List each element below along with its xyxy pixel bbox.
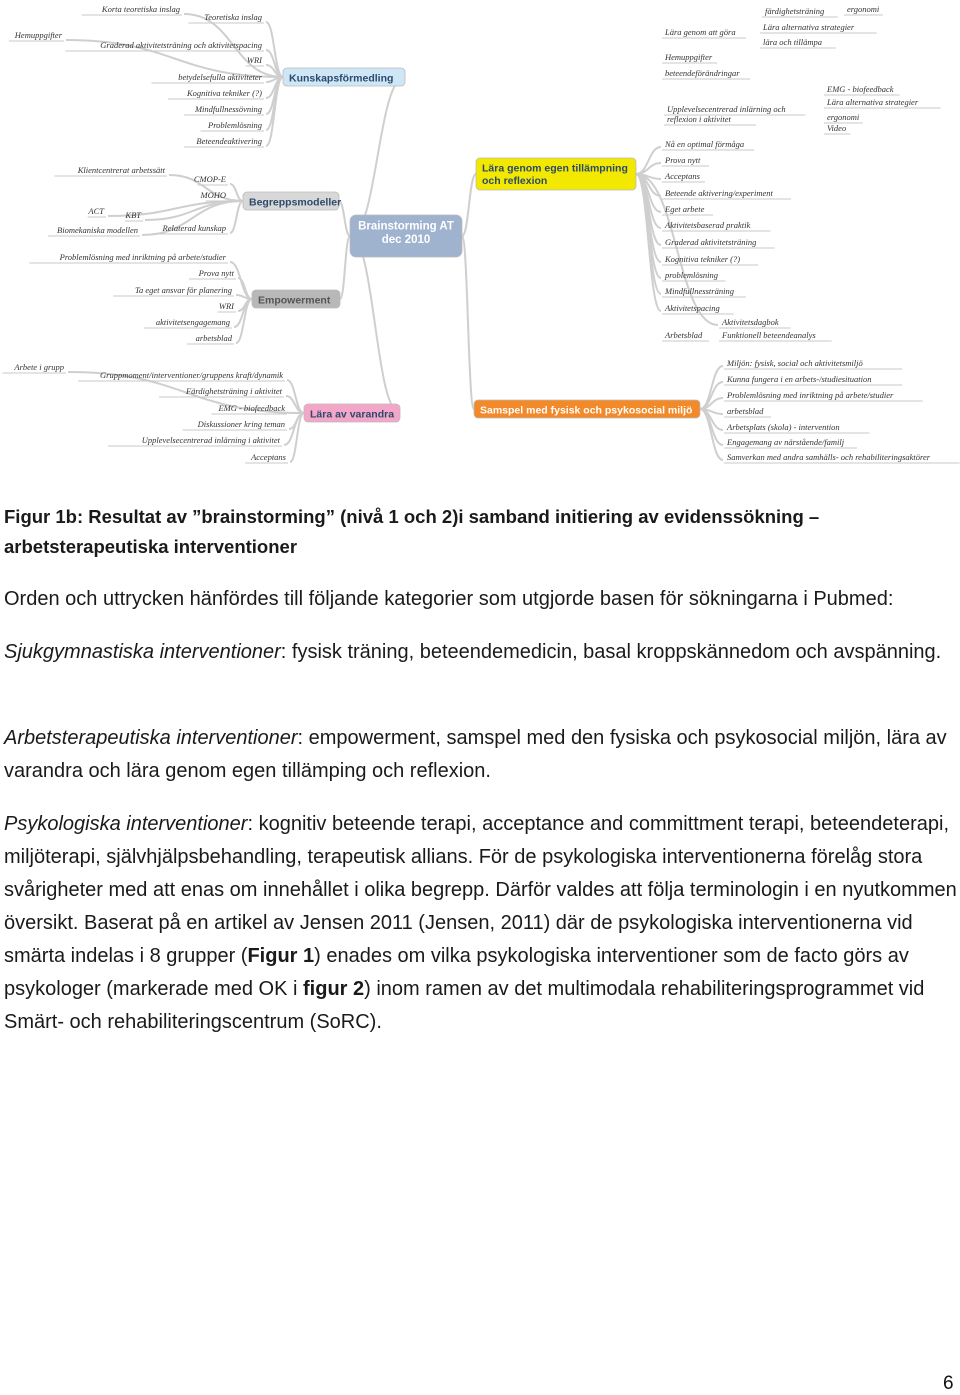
mindmap-leaf: Ta eget ansvar för planering xyxy=(135,285,232,295)
branch-larav xyxy=(304,404,400,422)
page-number: 6 xyxy=(943,1373,954,1394)
mindmap-leaf: Prova nytt xyxy=(198,268,234,278)
mindmap-node-label: Empowerment xyxy=(258,294,331,307)
mindmap-leaf: Hemuppgifter xyxy=(665,52,713,62)
mindmap-center xyxy=(350,215,462,257)
text-psych-a: : kognitiv beteende terapi, acceptance and committment terapi, beteendeterapi, miljöterapi, självhjälpsbehandling, terapeutisk allians. För de psykologiska interventionerna förelåg stora svårigheter med att enas om innehållet i olika begrepp. Därför valdes att följa terminologin i en nyutkommen översikt. Baserat på en artikel av Jensen 2011 (Jensen, 2011) där de psykologiska interventionerna vid smärta indelas i 8 grupper ( xyxy=(4,813,957,967)
mindmap-link xyxy=(462,236,474,409)
mindmap-leaf: Aktivitetspacing xyxy=(665,303,720,313)
mindmap-leaf: ergonomi xyxy=(827,112,860,122)
text-psych-c: ) inom ramen av det multimodala rehabiliteringsprogrammet vid Smärt- och rehabiliteringscentrum (SoRC). xyxy=(4,978,925,1033)
mindmap-leaf: arbetsblad xyxy=(195,333,232,343)
mindmap-leaf: Aktivitetsdagbok xyxy=(722,317,779,327)
mindmap-node-label: Kunskapsförmedling xyxy=(289,72,394,85)
mindmap-node-label: Brainstorming AT xyxy=(358,220,454,233)
mindmap-figure xyxy=(0,0,960,470)
figure-caption: Figur 1b: Resultat av ”brainstorming” (nivå 1 och 2)i samband initiering av evidenssökning – arbetsterapeutiska interventioner xyxy=(4,506,820,557)
mindmap-leaf: Eget arbete xyxy=(665,204,705,214)
mindmap-leaf: reflexion i aktivitet xyxy=(667,114,731,124)
paragraph-ot xyxy=(4,722,958,788)
mindmap-leaf: Klientcentrerat arbetssätt xyxy=(77,165,165,175)
mindmap-leaf: Miljön: fysisk, social och aktivitetsmiljö xyxy=(727,358,863,368)
mindmap-leaf: Relaterad kunskap xyxy=(162,223,226,233)
mindmap-leaf: Problemlösning xyxy=(208,120,262,130)
mindmap-leaf: Biomekaniska modellen xyxy=(57,225,138,235)
ref-figur-1: Figur 1 xyxy=(247,945,315,967)
mindmap-leaf: Kunna fungera i en arbets-/studiesituation xyxy=(727,374,872,384)
mindmap-leaf: aktivitetsengagemang xyxy=(155,317,230,327)
mindmap-leaf: Funktionell beteendeanalys xyxy=(722,330,816,340)
mindmap-svg xyxy=(0,0,960,470)
mindmap-leaf: Samverkan med andra samhälls- och rehabiliteringsaktörer xyxy=(727,452,931,462)
mindmap-leaf: Gruppmoment/interventioner/gruppens kraft/dynamik xyxy=(100,370,283,380)
mindmap-leaf: betydelsefulla aktiviteter xyxy=(178,72,262,82)
mindmap-leaf: Arbetsblad xyxy=(665,330,703,340)
mindmap-leaf: KBT xyxy=(125,210,141,220)
mindmap-leaf: Mindfullnessövning xyxy=(194,104,262,114)
mindmap-node-label: Lära av varandra xyxy=(310,408,395,421)
mindmap-leaf: MOHO xyxy=(200,190,226,200)
mindmap-leaf: Beteendeaktivering xyxy=(196,136,262,146)
mindmap-link xyxy=(350,236,400,413)
mindmap-leaf: Hemuppgifter xyxy=(14,30,62,40)
mindmap-leaf: Aktivitetsbaserad praktik xyxy=(665,220,751,230)
term-physio: Sjukgymnastiska interventioner xyxy=(4,641,281,663)
mindmap-leaf: CMOP-E xyxy=(193,174,226,184)
mindmap-leaf: Beteende aktivering/experiment xyxy=(665,188,773,198)
mindmap-link xyxy=(230,184,243,201)
mindmap-leaf: EMG - biofeedback xyxy=(827,84,894,94)
mindmap-leaf: ACT xyxy=(88,206,104,216)
mindmap-leaf: Prova nytt xyxy=(665,155,701,165)
mindmap-leaf: Acceptans xyxy=(665,171,700,181)
mindmap-leaf: WRI xyxy=(218,301,234,311)
mindmap-link xyxy=(636,147,661,174)
mindmap-leaf: Färdighetsträning i aktivitet xyxy=(185,386,282,396)
mindmap-leaf: Problemlösning med inriktning på arbete/studier xyxy=(727,390,894,400)
paragraph-physio xyxy=(4,636,958,669)
mindmap-node-label: Samspel med fysisk och psykosocial miljö xyxy=(480,404,693,417)
term-psych: Psykologiska interventioner xyxy=(4,813,248,835)
text-physio: : fysisk träning, beteendemedicin, basal kroppskännedom och avspänning. xyxy=(280,641,942,663)
mindmap-leaf: Video xyxy=(827,123,847,133)
mindmap-leaf: Teoretiska inslag xyxy=(204,12,262,22)
mindmap-leaf: WRI xyxy=(246,55,262,65)
branch-begrepp xyxy=(243,192,341,210)
mindmap-leaf: beteendeförändringar xyxy=(665,68,740,78)
mindmap-leaf: Mindfullnessträning xyxy=(665,286,734,296)
branch-empower xyxy=(252,290,340,308)
mindmap-leaf: Arbete i grupp xyxy=(14,362,64,372)
mindmap-leaf: EMG - biofeedback xyxy=(218,403,285,413)
branch-genom xyxy=(476,158,636,190)
mindmap-leaf: Upplevelsecentrerad inlärning i aktivitet xyxy=(141,435,280,445)
mindmap-link xyxy=(230,201,243,233)
branch-samspel xyxy=(474,400,700,418)
mindmap-leaf: lära och tillämpa xyxy=(763,37,823,47)
mindmap-link xyxy=(462,174,476,236)
mindmap-leaf: Lära genom att göra xyxy=(665,27,736,37)
term-ot: Arbetsterapeutiska interventioner xyxy=(4,727,298,749)
mindmap-leaf: Problemlösning med inriktning på arbete/studier xyxy=(59,252,226,262)
mindmap-leaf: Diskussioner kring teman xyxy=(197,419,285,429)
mindmap-leaf: Kognitiva tekniker (?) xyxy=(665,254,741,264)
mindmap-leaf: Graderad aktivitetsträning och aktivitetspacing xyxy=(100,40,262,50)
mindmap-leaf: Graderad aktivitetsträning xyxy=(665,237,757,247)
mindmap-node-label: Lära genom egen tillämpning xyxy=(482,162,628,175)
mindmap-leaf: Korta teoretiska inslag xyxy=(101,4,180,14)
mindmap-leaf: Acceptans xyxy=(251,452,286,462)
mindmap-node-label: Begreppsmodeller xyxy=(249,196,342,209)
mindmap-leaf: färdighetsträning xyxy=(765,6,825,16)
mindmap-leaf: Lära alternativa strategier xyxy=(763,22,855,32)
text-psych-b: ) enades om vilka psykologiska interventioner som de facto görs av psykologer (markerade med OK i xyxy=(4,945,909,1000)
paragraph-psych xyxy=(4,808,958,1039)
mindmap-link xyxy=(700,409,723,460)
mindmap-leaf: problemlösning xyxy=(665,270,719,280)
text-ot: : empowerment, samspel med den fysiska och psykosocial miljön, lära av varandra och lära genom egen tillämping och reflexion. xyxy=(4,727,947,782)
mindmap-link xyxy=(340,236,350,299)
mindmap-leaf: Nå en optimal förmåga xyxy=(665,139,745,149)
mindmap-leaf: Upplevelsecentrerad inlärning och xyxy=(667,104,786,114)
mindmap-node-label: dec 2010 xyxy=(381,234,431,246)
lead-paragraph: Orden och uttrycken hänfördes till följande kategorier som utgjorde basen för sökningarna i Pubmed: xyxy=(4,588,894,610)
ref-figur-2: figur 2 xyxy=(303,978,365,1000)
mindmap-leaf: Engagemang av närstående/familj xyxy=(727,437,845,447)
mindmap-leaf: arbetsblad xyxy=(727,406,764,416)
mindmap-node-label: och reflexion xyxy=(482,175,548,187)
mindmap-leaf: Arbetsplats (skola) - intervention xyxy=(727,422,840,432)
mindmap-link xyxy=(266,22,283,77)
mindmap-leaf: ergonomi xyxy=(847,4,880,14)
mindmap-leaf: Kognitiva tekniker (?) xyxy=(186,88,262,98)
mindmap-link xyxy=(350,77,405,236)
mindmap-leaf: Lära alternativa strategier xyxy=(827,97,919,107)
branch-kunskap xyxy=(283,68,405,86)
